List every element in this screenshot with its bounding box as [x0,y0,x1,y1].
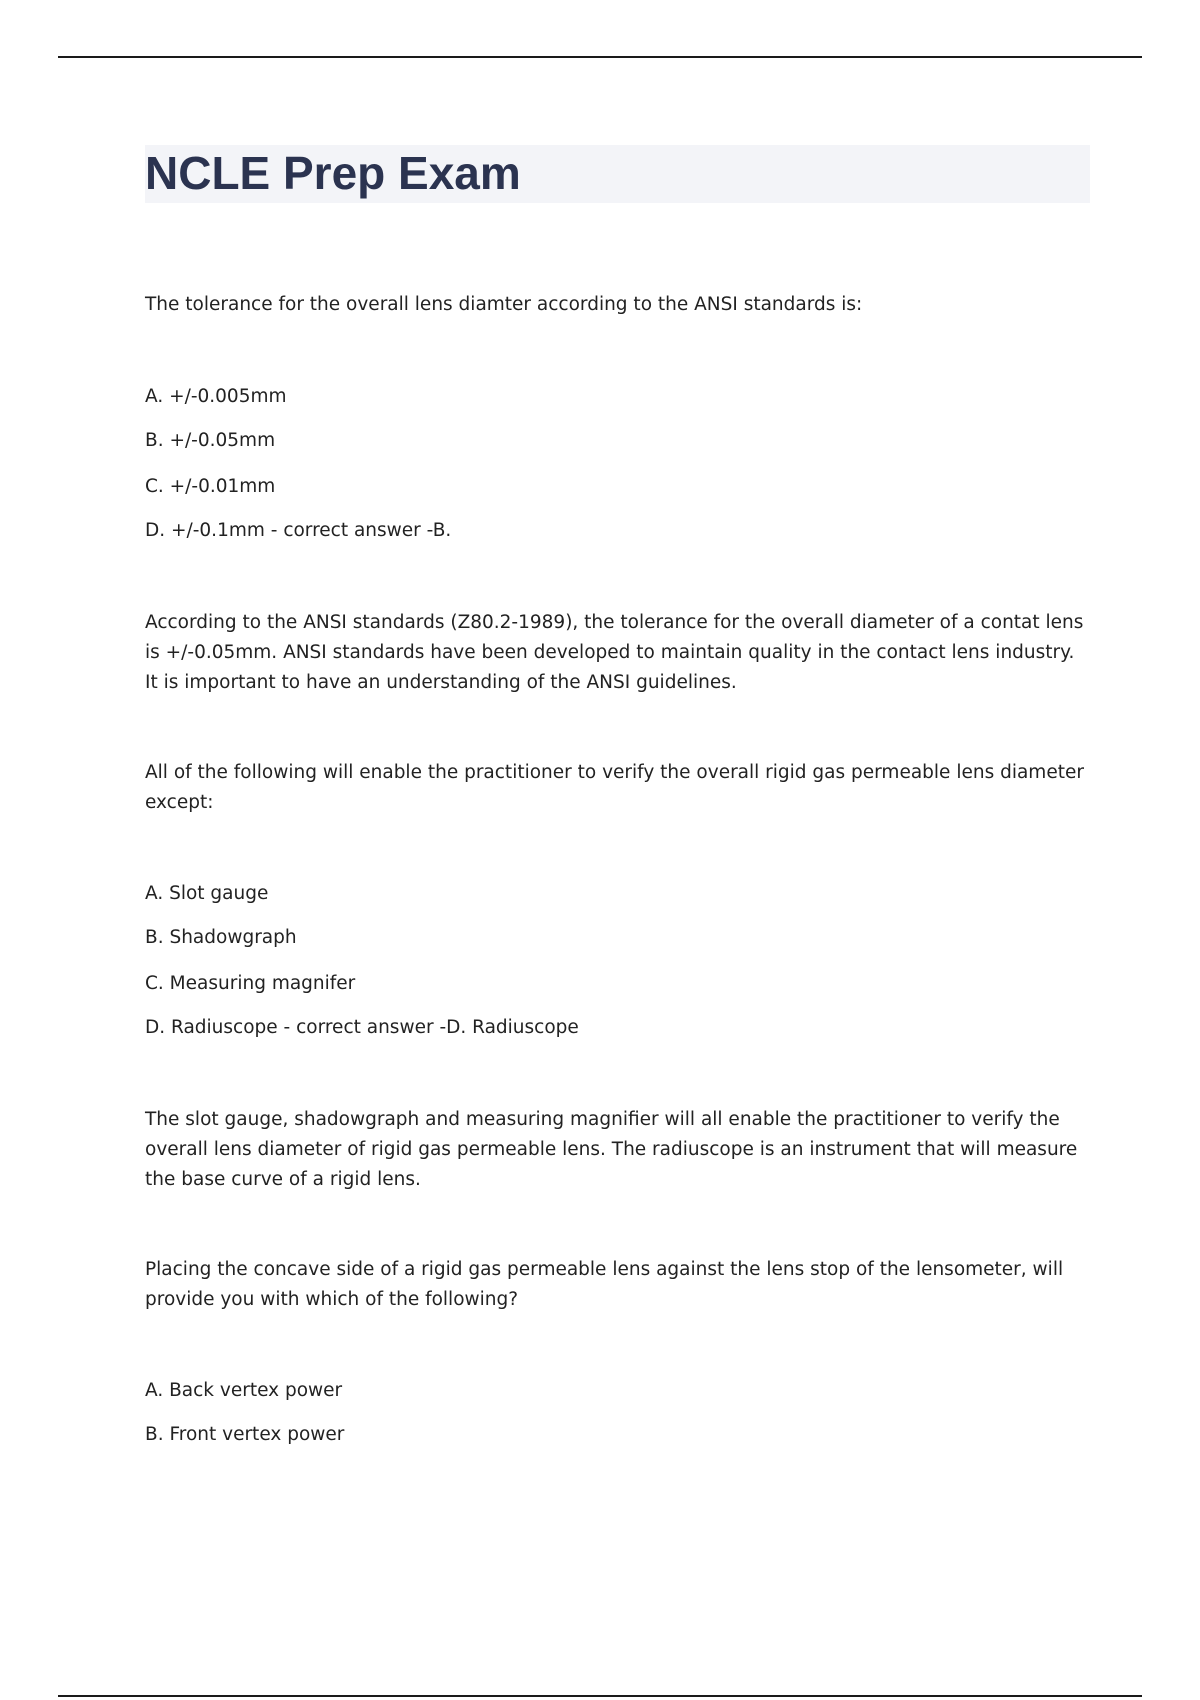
top-rule [58,56,1142,58]
question-2-option-d: D. Radiuscope - correct answer -D. Radiuscope [145,1017,579,1038]
question-1-option-d: D. +/-0.1mm - correct answer -B. [145,520,452,541]
question-1-explanation: According to the ANSI standards (Z80.2-1989), the tolerance for the overall diameter of a contat lens is +/-0.05mm. ANSI standards have been developed to maintain quality in the contact lens industry. It is important to have an understanding of the ANSI guidelines. [145,612,1084,693]
question-2-prompt: All of the following will enable the practitioner to verify the overall rigid gas permeable lens diameter except: [145,762,1084,813]
question-3-option-b: B. Front vertex power [145,1424,345,1445]
question-2-option-a: A. Slot gauge [145,883,269,904]
question-1-option-b: B. +/-0.05mm [145,430,276,451]
question-1-option-c: C. +/-0.01mm [145,476,276,497]
question-2-option-b: B. Shadowgraph [145,927,297,948]
bottom-rule [58,1695,1142,1697]
question-3-prompt: Placing the concave side of a rigid gas permeable lens against the lens stop of the lensometer, will provide you with which of the following? [145,1259,1064,1310]
question-1-option-a: A. +/-0.005mm [145,386,287,407]
question-1-prompt: The tolerance for the overall lens diamter according to the ANSI standards is: [145,294,863,315]
question-2-option-c: C. Measuring magnifer [145,973,356,994]
question-2-explanation: The slot gauge, shadowgraph and measuring magnifier will all enable the practitioner to verify the overall lens diameter of rigid gas permeable lens. The radiuscope is an instrument that will measure the base curve of a rigid lens. [145,1109,1078,1190]
page-title: NCLE Prep Exam [145,147,521,199]
question-3-option-a: A. Back vertex power [145,1380,343,1401]
